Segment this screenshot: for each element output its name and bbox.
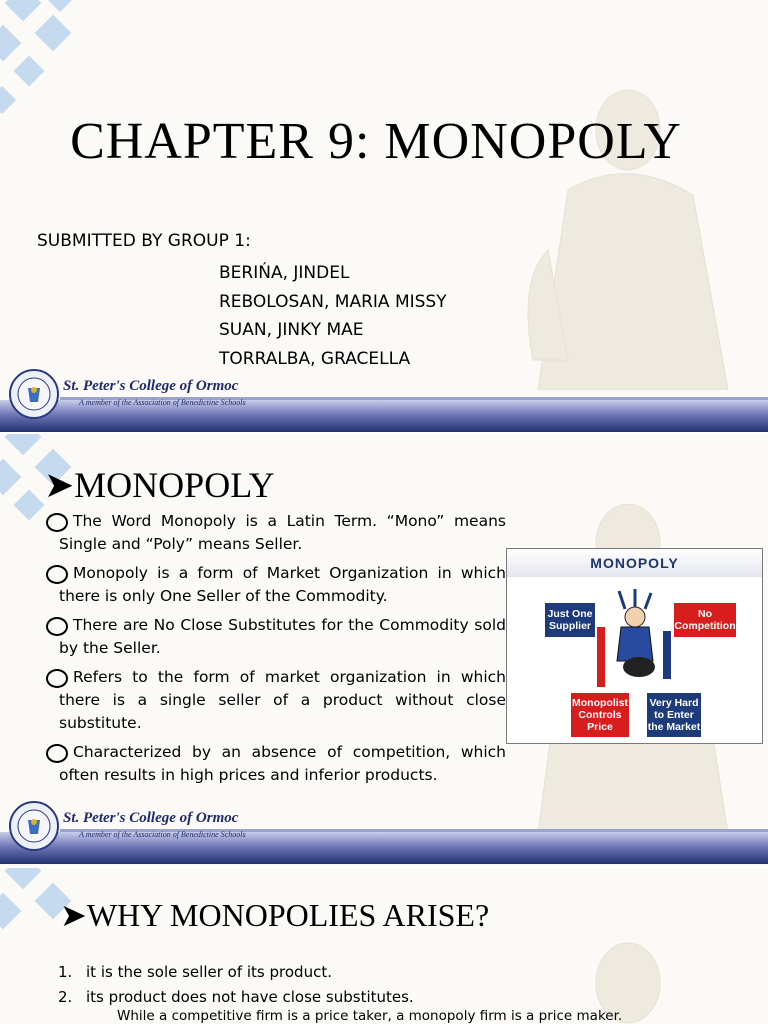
circle-bullet-icon: [46, 617, 68, 636]
circle-bullet-icon: [46, 744, 68, 763]
slide-why-monopolies: [0, 868, 768, 1024]
list-item: The Word Monopoly is a Latin Term. “Mono” means Single and “Poly” means Seller.: [46, 510, 506, 556]
slide-monopoly: [0, 434, 768, 866]
circle-bullet-icon: [46, 669, 68, 688]
member-name: TORRALBA, GRACELLA: [219, 348, 411, 369]
college-footer: [0, 796, 768, 864]
group-members: [219, 259, 447, 373]
circle-bullet-icon: [46, 513, 68, 532]
monopolist-figure-icon: [595, 587, 673, 691]
bullet-list: [46, 510, 506, 793]
college-affiliation: A member of the Association of Benedictine Schools: [79, 830, 246, 839]
college-affiliation: A member of the Association of Benedictine Schools: [79, 398, 246, 407]
college-footer: [0, 364, 768, 432]
college-seal-icon: [8, 800, 60, 852]
member-name: REBOLOSAN, MARIA MISSY: [219, 291, 447, 312]
member-name: SUAN, JINKY MAE: [219, 320, 364, 340]
decorative-pattern: [0, 0, 92, 130]
list-item: 2. its product does not have close substitutes.: [58, 988, 414, 1006]
list-item: Refers to the form of market organization in which there is a single seller of a product without close substitute.: [46, 666, 506, 735]
monopoly-diagram: [506, 548, 763, 744]
arrow-bullet-icon: ➤: [60, 897, 87, 933]
member-name: BERIŃA, JINDEL: [219, 263, 350, 283]
list-item: There are No Close Substitutes for the Commodity sold by the Seller.: [46, 614, 506, 660]
section-heading: ➤WHY MONOPOLIES ARISE?: [60, 897, 490, 933]
no-competition-box: No Competition: [674, 603, 736, 637]
diagram-title: MONOPOLY: [507, 549, 762, 577]
college-name: St. Peter's College of Ormoc: [63, 378, 239, 394]
slide-title-text: CHAPTER 9: MONOPOLY: [70, 113, 682, 170]
college-seal-icon: [8, 368, 60, 420]
section-heading: ➤MONOPOLY: [44, 465, 275, 505]
just-one-supplier-box: Just One Supplier: [545, 603, 595, 637]
circle-bullet-icon: [46, 565, 68, 584]
list-item: Monopoly is a form of Market Organization in which there is only One Seller of the Commodity.: [46, 562, 506, 608]
controls-price-box: Monopolist Controls Price: [571, 693, 629, 737]
hard-to-enter-box: Very Hard to Enter the Market: [647, 693, 701, 737]
list-item: 1. it is the sole seller of its product.: [58, 963, 332, 981]
list-item: Characterized by an absence of competition, which often results in high prices and inferior products.: [46, 741, 506, 787]
statue-watermark: [478, 60, 768, 390]
price-maker-note: While a competitive firm is a price taker, a monopoly firm is a price maker.: [117, 1008, 623, 1024]
arrow-bullet-icon: ➤: [44, 465, 75, 505]
slide-title: [0, 0, 768, 432]
reasons-list: [58, 960, 414, 1010]
submitted-by-label: SUBMITTED BY GROUP 1:: [37, 231, 251, 251]
college-name: St. Peter's College of Ormoc: [63, 810, 239, 826]
